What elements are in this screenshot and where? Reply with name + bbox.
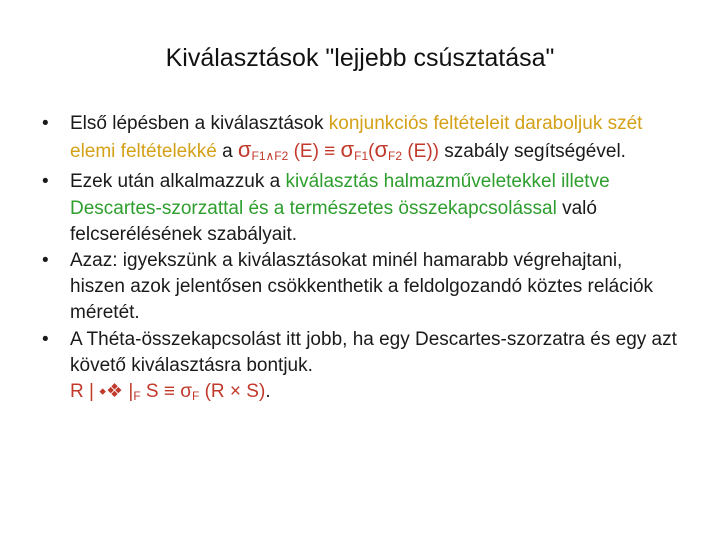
formula-subscript: F: [191, 389, 200, 404]
b1-text-4: szabály segítségével.: [439, 141, 626, 163]
formula-part: (E)): [402, 141, 439, 163]
bullet-dot: •: [42, 171, 49, 193]
formula-subscript: F1∧F2: [251, 149, 289, 164]
b3-text: Azaz: igyekszünk a kiválasztásokat minél hamarabb végrehajtani, hiszen azok jelentősen csökkenthetik a feldolgozandó köztes relációk méretét.: [70, 250, 654, 324]
formula-text: [70, 381, 265, 402]
bullet-item-4: [42, 327, 682, 379]
b1-formula: [237, 137, 439, 164]
b1-text-1: Első lépésben a kiválasztások: [70, 113, 329, 134]
formula-part: (: [368, 141, 375, 163]
formula-part: S ≡ σ: [140, 381, 192, 403]
sigma-symbol: σ: [340, 137, 355, 163]
bullet-item-3: [42, 248, 682, 327]
formula-part: (R × S): [199, 381, 266, 403]
b2-text-1: Ezek után alkalmazzuk a: [70, 171, 286, 193]
slide-title: Kiválasztások "lejjebb csúsztatása": [165, 44, 555, 72]
sigma-symbol: σ: [374, 137, 389, 163]
sigma-symbol: σ: [237, 137, 252, 163]
b2-text-3: való felcserélésének szabályait.: [70, 197, 597, 245]
b1-highlight: konjunkciós feltételeit daraboljuk szét elemi feltételekké: [70, 113, 643, 163]
bullet-item-1: [42, 111, 682, 169]
b2-highlight: kiválasztás halmazműveletekkel illetve Descartes-szorzattal és a természetes összekapcsolással: [70, 171, 610, 219]
bullet-list: [42, 111, 682, 409]
formula-part: (E) ≡: [288, 141, 341, 163]
b1-text-3: a: [216, 141, 238, 163]
b4-text: A Théta-összekapcsolást itt jobb, ha egy Descartes-szorzatra és egy azt követő kiválasztásra bontjuk.: [70, 328, 677, 376]
bullet-dot: •: [42, 113, 49, 134]
bullet-dot: •: [42, 250, 49, 272]
formula-subscript: F: [133, 389, 141, 404]
theta-join-formula: [42, 379, 682, 409]
formula-subscript: F1: [354, 149, 369, 164]
formula-part: R | ⬩❖ |: [70, 381, 134, 403]
bullet-dot: •: [42, 328, 49, 350]
bullet-item-2: [42, 169, 682, 248]
formula-period: .: [265, 381, 271, 403]
formula-subscript: F2: [388, 149, 403, 164]
